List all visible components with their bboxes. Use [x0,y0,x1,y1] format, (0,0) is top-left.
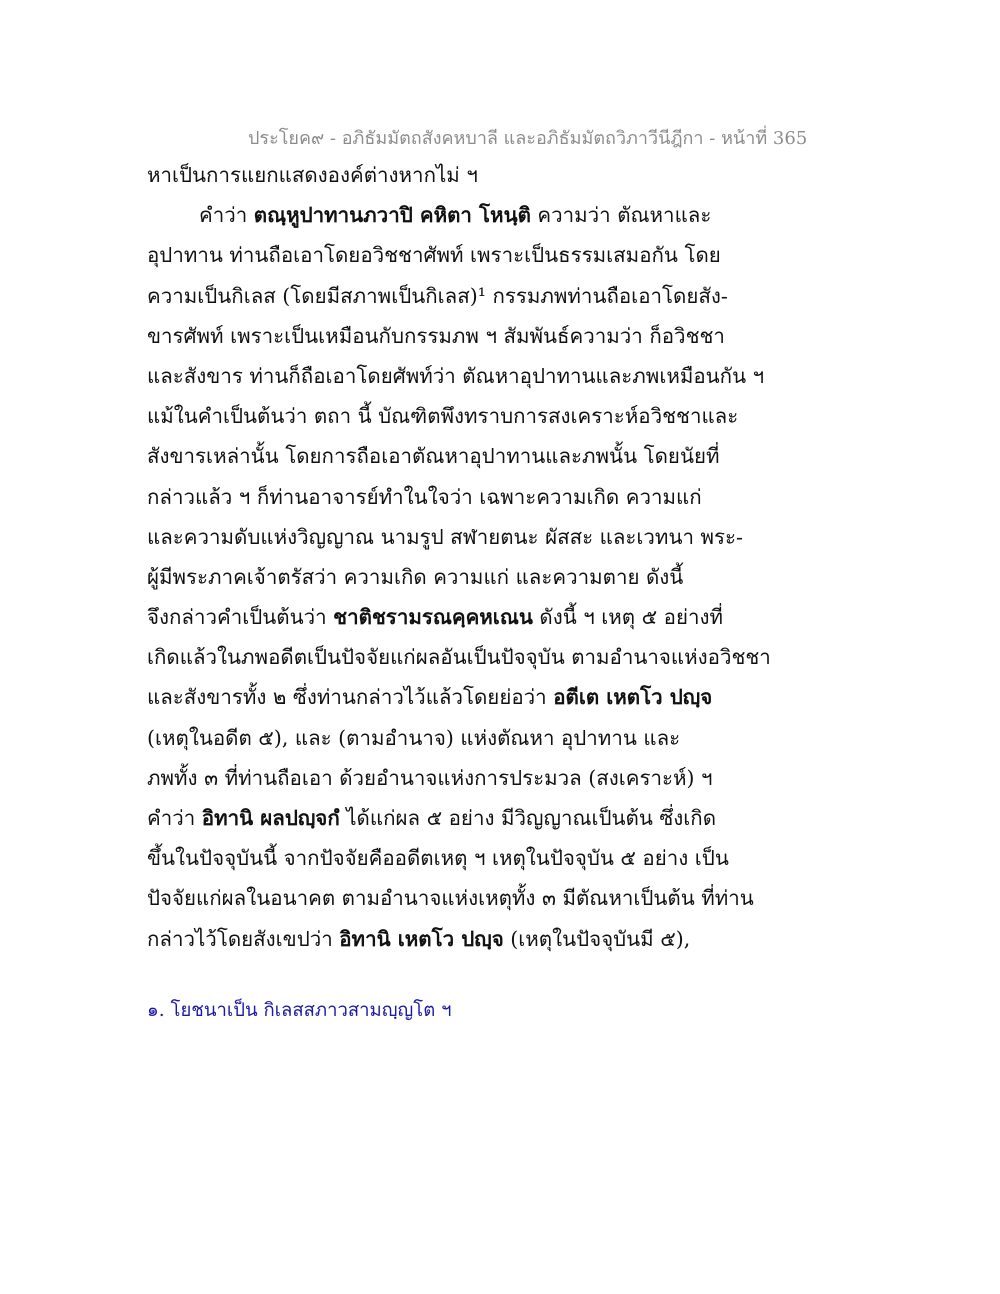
text-run: ความว่า ตัณหาและ [530,203,712,228]
text-line [147,798,867,838]
text-line [147,396,867,436]
text-line [147,597,867,637]
body-text [147,155,867,959]
text-line [147,195,867,235]
running-header-text: ประโยค๙ - อภิธัมมัตถสังคหบาลี และอภิธัมมัตถวิภาวีนีฎีกา - หน้าที่ 365 [248,128,808,149]
text-line [147,557,867,597]
text-line [147,276,867,316]
pali-term: อตีเต เหตโว ปญฺจ [553,685,713,710]
pali-term: ตณฺหูปาทานภวาปิ คหิตา โหนฺติ [253,203,531,228]
text-line [147,356,867,396]
text-run: กล่าวไว้โดยสังเขปว่า [147,926,340,951]
text-run: อุปาทาน ท่านถือเอาโดยอวิชชาศัพท์ เพราะเป็นธรรมเสมอกัน โดย [147,243,721,268]
pali-term: อิทานิ ผลปญฺจกํ [201,806,340,830]
text-line [147,919,867,959]
text-line [147,878,867,918]
text-line [147,637,867,677]
text-run: กล่าวแล้ว ฯ ก็ท่านอาจารย์ทำในใจว่า เฉพาะความเกิด ความแก่ [147,484,702,509]
text-line [147,477,867,517]
text-run: คำว่า [147,806,202,830]
text-line [147,316,867,356]
text-line [147,517,867,557]
text-line [147,235,867,275]
text-run: และสังขาร ท่านก็ถือเอาโดยศัพท์ว่า ตัณหาอุปาทานและภพเหมือนกัน ฯ [147,363,765,388]
text-run: หาเป็นการแยกแสดงองค์ต่างหากไม่ ฯ [147,163,478,187]
pali-term: อิทานิ เหตโว ปญฺจ [339,926,504,951]
text-run: ความเป็นกิเลส (โดยมีสภาพเป็นกิเลส)¹ กรรมภพท่านถือเอาโดยสัง- [147,283,728,308]
text-run: และความดับแห่งวิญญาณ นามรูป สฬายตนะ ผัสสะ และเวทนา พระ- [147,524,743,549]
text-run: (เหตุในปัจจุบันมี ๕), [503,926,691,951]
text-run: ผู้มีพระภาคเจ้าตรัสว่า ความเกิด ความแก่ และความตาย ดังนี้ [147,564,684,589]
text-run: และสังขารทั้ง ๒ ซึ่งท่านกล่าวไว้แล้วโดยย่อว่า [147,685,554,710]
text-run: สังขารเหล่านั้น โดยการถือเอาตัณหาอุปาทานและภพนั้น โดยนัยที่ [147,444,720,469]
text-run: ปัจจัยแก่ผลในอนาคต ตามอำนาจแห่งเหตุทั้ง ๓ มีตัณหาเป็นต้น ที่ท่าน [147,886,754,911]
text-run: (เหตุในอดีต ๕), และ (ตามอำนาจ) แห่งตัณหา อุปาทาน และ [147,725,681,750]
footnote: ๑. โยชนาเป็น กิเลสสภาวสามญฺญโต ฯ [147,1000,452,1021]
text-run: ขารศัพท์ เพราะเป็นเหมือนกับกรรมภพ ฯ สัมพันธ์ความว่า ก็อวิชชา [147,323,725,348]
pali-term: ชาติชรามรณคฺคหเณน [333,605,533,630]
text-run: แม้ในคำเป็นต้นว่า ตถา นี้ บัณฑิตพึงทราบการสงเคราะห์อวิชชาและ [147,404,739,429]
text-run: ภพทั้ง ๓ ที่ท่านถือเอา ด้วยอำนาจแห่งการประมวล (สงเคราะห์) ฯ [147,765,713,790]
text-run: จึงกล่าวคำเป็นต้นว่า [147,605,334,630]
text-line [147,758,867,798]
text-line [147,677,867,717]
text-run: ขึ้นในปัจจุบันนี้ จากปัจจัยคืออดีตเหตุ ฯ เหตุในปัจจุบัน ๕ อย่าง เป็น [147,846,729,871]
text-line [147,155,867,195]
text-run: ได้แก่ผล ๕ อย่าง มีวิญญาณเป็นต้น ซึ่งเกิด [339,806,717,830]
text-run: เกิดแล้วในภพอดีตเป็นปัจจัยแก่ผลอันเป็นปัจจุบัน ตามอำนาจแห่งอวิชชา [147,645,771,670]
text-line [147,436,867,476]
text-line [147,838,867,878]
text-line [147,718,867,758]
text-run: ดังนี้ ฯ เหตุ ๕ อย่างที่ [532,605,723,630]
text-run: คำว่า [199,203,254,228]
